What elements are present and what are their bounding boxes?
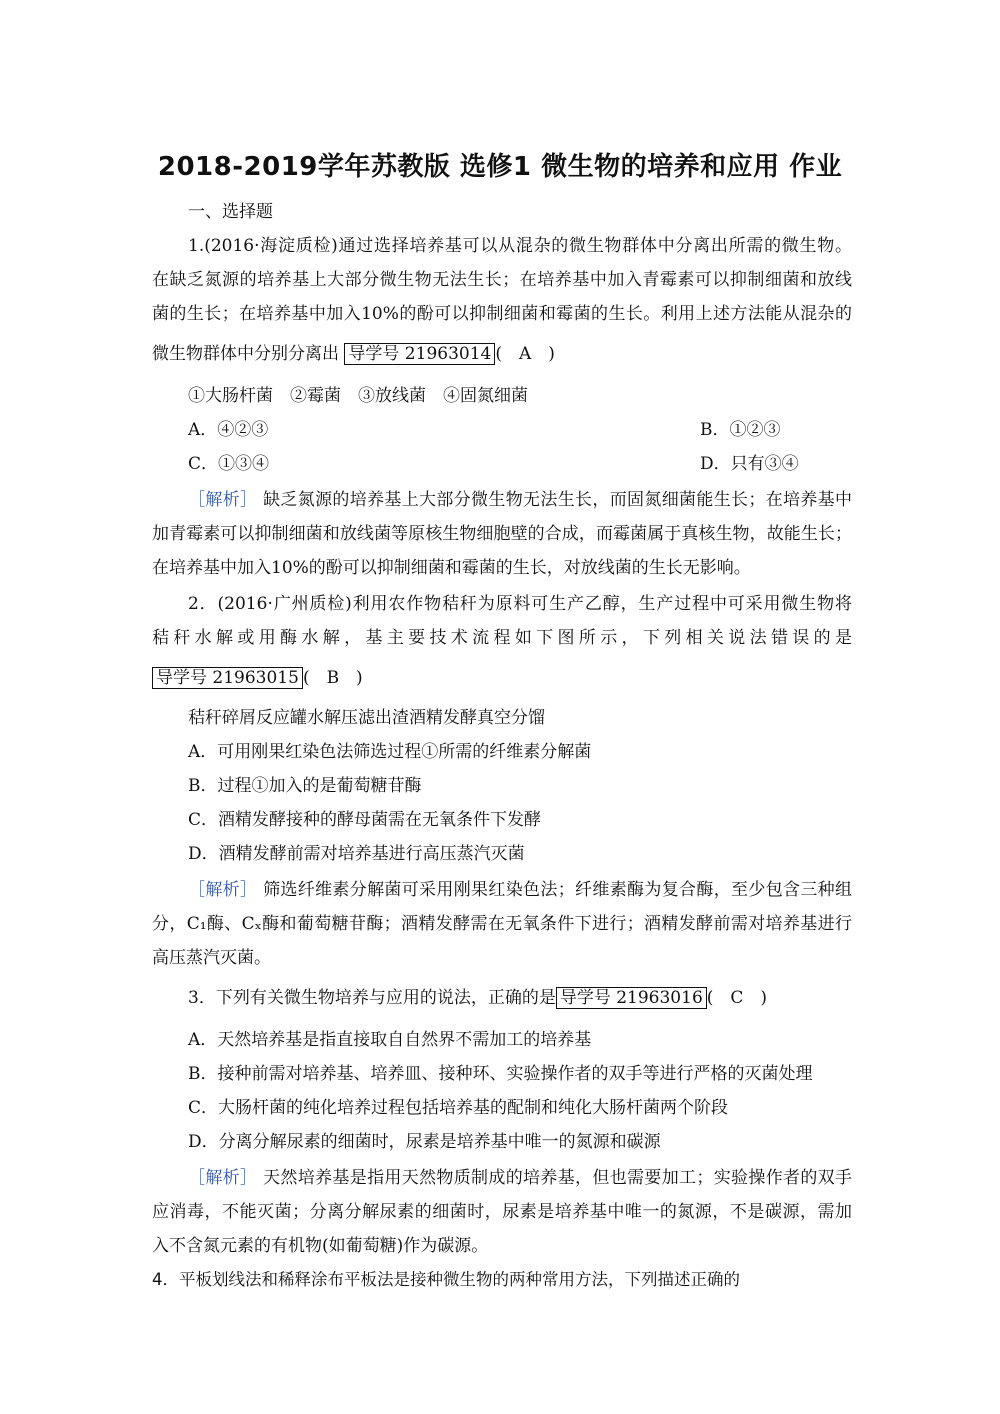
- q2-option-a: A．可用刚果红染色法筛选过程①所需的纤维素分解菌: [188, 742, 592, 762]
- q4-line-1: 4．平板划线法和稀释涂布平板法是接种微生物的两种常用方法，下列描述正确的: [152, 1270, 740, 1289]
- q2-code-box: 导学号 21963015: [152, 667, 303, 689]
- q1-option-a: A．④②③: [188, 420, 269, 440]
- q3-option-c: C．大肠杆菌的纯化培养过程包括培养基的配制和纯化大肠杆菌两个阶段: [188, 1098, 729, 1118]
- q3-line-1: [188, 986, 852, 1010]
- q3-option-b: B．接种前需对培养基、培养皿、接种环、实验操作者的双手等进行严格的灭菌处理: [188, 1064, 813, 1084]
- q2-option-b: B．过程①加入的是葡萄糖苷酶: [188, 776, 422, 796]
- q3-explanation-line-2: 应消毒，不能灭菌；分离分解尿素的细菌时，尿素是培养基中唯一的氮源，不是碳源，需加: [152, 1202, 852, 1222]
- q2-explanation-line-2: 分，C₁酶、Cₓ酶和葡萄糖苷酶；酒精发酵需在无氧条件下进行；酒精发酵前需对培养基进行: [152, 914, 852, 934]
- q1-code-box: 导学号 21963014: [344, 343, 495, 365]
- q1-line-4: [152, 342, 852, 366]
- q3-explanation-line-1: ［解析］ 天然培养基是指用天然物质制成的培养基，但也需要加工；实验操作者的双手: [188, 1168, 853, 1188]
- q3-option-a: A．天然培养基是指直接取自自然界不需加工的培养基: [188, 1030, 592, 1050]
- q2-line-1: 2．(2016·广州质检)利用农作物秸秆为原料可生产乙醇，生产过程中可采用微生物将: [188, 594, 852, 614]
- q1-jiexi-tag: ［解析］: [188, 490, 258, 510]
- q1-explanation-line-1: ［解析］ 缺乏氮源的培养基上大部分微生物无法生长，而固氮细菌能生长；在培养基中: [188, 490, 853, 510]
- q1-explanation-line-3: 在培养基中加入10%的酚可以抑制细菌和霉菌的生长，对放线菌的生长无影响。: [152, 558, 751, 578]
- q1-option-c: C．①③④: [188, 454, 270, 474]
- q1-option-b: B．①②③: [700, 420, 781, 440]
- q1-items: ①大肠杆菌 ②霉菌 ③放线菌 ④固氮细菌: [188, 386, 528, 406]
- q2-option-c: C．酒精发酵接种的酵母菌需在无氧条件下发酵: [188, 810, 542, 830]
- q2-explanation-line-3: 高压蒸汽灭菌。: [152, 948, 271, 968]
- q1-line-1: 1.(2016·海淀质检)通过选择培养基可以从混杂的微生物群体中分离出所需的微生物。: [188, 236, 852, 256]
- q3-code-box: 导学号 21963016: [556, 987, 707, 1009]
- q1-options-row-1: [188, 418, 852, 442]
- q2-line-2: 秸秆水解或用酶水解，基主要技术流程如下图所示，下列相关说法错误的是: [152, 628, 852, 648]
- q2-option-d: D．酒精发酵前需对培养基进行高压蒸汽灭菌: [188, 844, 525, 864]
- section-heading: 一、选择题: [188, 202, 273, 222]
- q3-option-d: D．分离分解尿素的细菌时，尿素是培养基中唯一的氮源和碳源: [188, 1132, 661, 1152]
- q2-answer: ( B ): [302, 668, 363, 688]
- q1-option-d: D．只有③④: [700, 454, 799, 474]
- q2-flow: 秸秆碎屑反应罐水解压滤出渣酒精发酵真空分馏: [188, 708, 545, 728]
- q2-explanation-line-1: ［解析］ 筛选纤维素分解菌可采用刚果红染色法；纤维素酶为复合酶，至少包含三种组: [188, 880, 853, 900]
- q1-options-row-2: [188, 452, 852, 476]
- q3-answer: ( C ): [706, 988, 768, 1008]
- q1-stem-end: 微生物群体中分别分离出: [152, 344, 339, 364]
- q3-explanation-line-3: 入不含氮元素的有机物(如葡萄糖)作为碳源。: [152, 1236, 489, 1256]
- q3-jiexi-tag: ［解析］: [188, 1168, 258, 1188]
- q2-jiexi-tag: ［解析］: [188, 880, 258, 900]
- q1-answer: ( A ): [495, 344, 555, 364]
- q1-line-3: 菌的生长；在培养基中加入10%的酚可以抑制细菌和霉菌的生长。利用上述方法能从混杂的: [152, 304, 852, 324]
- q2-line-3: [152, 666, 852, 690]
- document-title: 2018-2019学年苏教版 选修1 微生物的培养和应用 作业: [157, 152, 843, 182]
- q3-stem: 3．下列有关微生物培养与应用的说法，正确的是: [188, 988, 556, 1008]
- q1-explanation-line-2: 加青霉素可以抑制细菌和放线菌等原核生物细胞壁的合成，而霉菌属于真核生物，故能生长；: [152, 524, 852, 544]
- q1-line-2: 在缺乏氮源的培养基上大部分微生物无法生长；在培养基中加入青霉素可以抑制细菌和放线: [152, 270, 852, 290]
